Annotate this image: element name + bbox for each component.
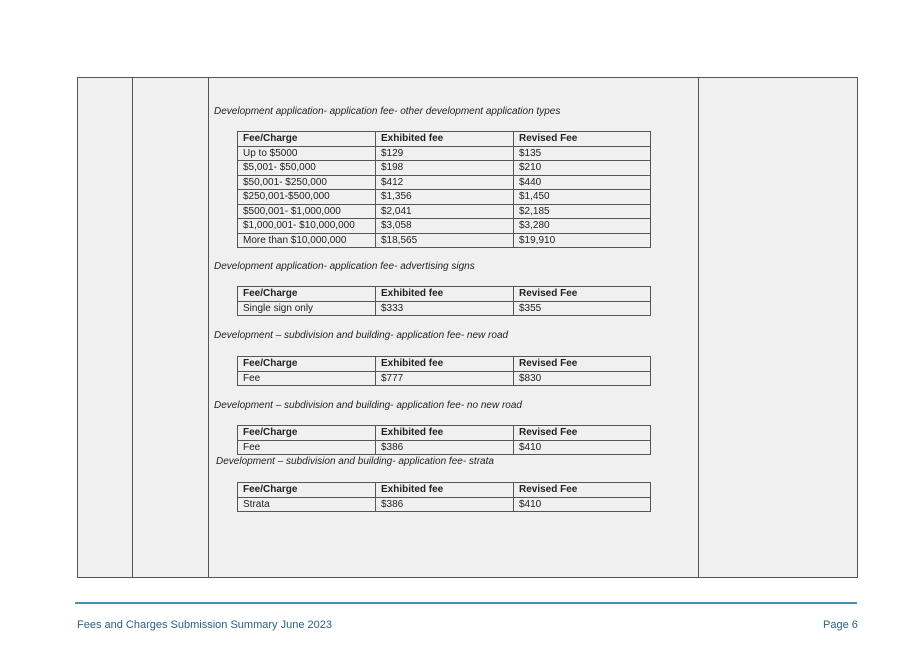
table-cell: $135 <box>514 146 651 161</box>
table-cell: Fee <box>238 371 376 386</box>
table-cell: $2,041 <box>376 204 514 219</box>
outer-table <box>77 77 858 578</box>
content-cell <box>209 78 698 577</box>
table-header-row <box>238 483 651 498</box>
table-cell: Fee <box>238 440 376 455</box>
table-cell: $412 <box>376 175 514 190</box>
header-cell: Revised Fee <box>514 287 651 302</box>
page-number: Page 6 <box>823 619 858 631</box>
fee-table <box>237 286 651 316</box>
table-header-row <box>238 357 651 372</box>
table-cell: $777 <box>376 371 514 386</box>
table-cell: $1,000,001- $10,000,000 <box>238 219 376 234</box>
table-cell: Strata <box>238 497 376 512</box>
footer-title: Fees and Charges Submission Summary June 2023 <box>77 619 332 631</box>
table-cell: $129 <box>376 146 514 161</box>
table-row <box>238 497 651 512</box>
table-header-row <box>238 287 651 302</box>
table-row <box>238 161 651 176</box>
header-cell: Exhibited fee <box>376 483 514 498</box>
header-cell: Fee/Charge <box>238 483 376 498</box>
table-cell: $386 <box>376 440 514 455</box>
table-cell: $2,185 <box>514 204 651 219</box>
table-row <box>238 371 651 386</box>
fee-table <box>237 131 651 248</box>
table-cell: $440 <box>514 175 651 190</box>
table-cell: $3,280 <box>514 219 651 234</box>
table-row <box>238 204 651 219</box>
section-heading: Development – subdivision and building- application fee- no new road <box>214 400 522 411</box>
header-cell: Fee/Charge <box>238 426 376 441</box>
table-cell: $19,910 <box>514 233 651 248</box>
header-cell: Exhibited fee <box>376 132 514 147</box>
header-cell: Fee/Charge <box>238 357 376 372</box>
section-heading: Development application- application fee- advertising signs <box>214 261 475 272</box>
table-cell: $198 <box>376 161 514 176</box>
table-row <box>238 190 651 205</box>
table-cell: $500,001- $1,000,000 <box>238 204 376 219</box>
table-row <box>238 175 651 190</box>
table-cell: $410 <box>514 497 651 512</box>
header-cell: Revised Fee <box>514 483 651 498</box>
footer-divider <box>75 602 857 604</box>
header-cell: Revised Fee <box>514 357 651 372</box>
table-cell: $355 <box>514 301 651 316</box>
section-heading: Development – subdivision and building- application fee- strata <box>216 456 494 467</box>
table-row <box>238 301 651 316</box>
table-cell: Up to $5000 <box>238 146 376 161</box>
table-row <box>238 219 651 234</box>
table-cell: $410 <box>514 440 651 455</box>
table-cell: Single sign only <box>238 301 376 316</box>
table-cell: $50,001- $250,000 <box>238 175 376 190</box>
table-cell: $5,001- $50,000 <box>238 161 376 176</box>
table-cell: $386 <box>376 497 514 512</box>
table-cell: $333 <box>376 301 514 316</box>
table-cell: $1,356 <box>376 190 514 205</box>
header-cell: Fee/Charge <box>238 132 376 147</box>
fee-table <box>237 356 651 386</box>
table-cell: More than $10,000,000 <box>238 233 376 248</box>
table-cell: $210 <box>514 161 651 176</box>
table-cell: $830 <box>514 371 651 386</box>
table-cell: $18,565 <box>376 233 514 248</box>
column-divider <box>698 78 699 577</box>
table-cell: $1,450 <box>514 190 651 205</box>
header-cell: Exhibited fee <box>376 357 514 372</box>
section-heading: Development application- application fee- other development application types <box>214 106 561 117</box>
header-cell: Revised Fee <box>514 132 651 147</box>
column-divider <box>132 78 133 577</box>
table-cell: $3,058 <box>376 219 514 234</box>
table-header-row <box>238 426 651 441</box>
header-cell: Exhibited fee <box>376 287 514 302</box>
table-header-row <box>238 132 651 147</box>
table-cell: $250,001-$500,000 <box>238 190 376 205</box>
table-row <box>238 146 651 161</box>
header-cell: Revised Fee <box>514 426 651 441</box>
header-cell: Fee/Charge <box>238 287 376 302</box>
table-row <box>238 233 651 248</box>
header-cell: Exhibited fee <box>376 426 514 441</box>
fee-table <box>237 482 651 512</box>
fee-table <box>237 425 651 455</box>
section-heading: Development – subdivision and building- application fee- new road <box>214 330 509 341</box>
table-row <box>238 440 651 455</box>
